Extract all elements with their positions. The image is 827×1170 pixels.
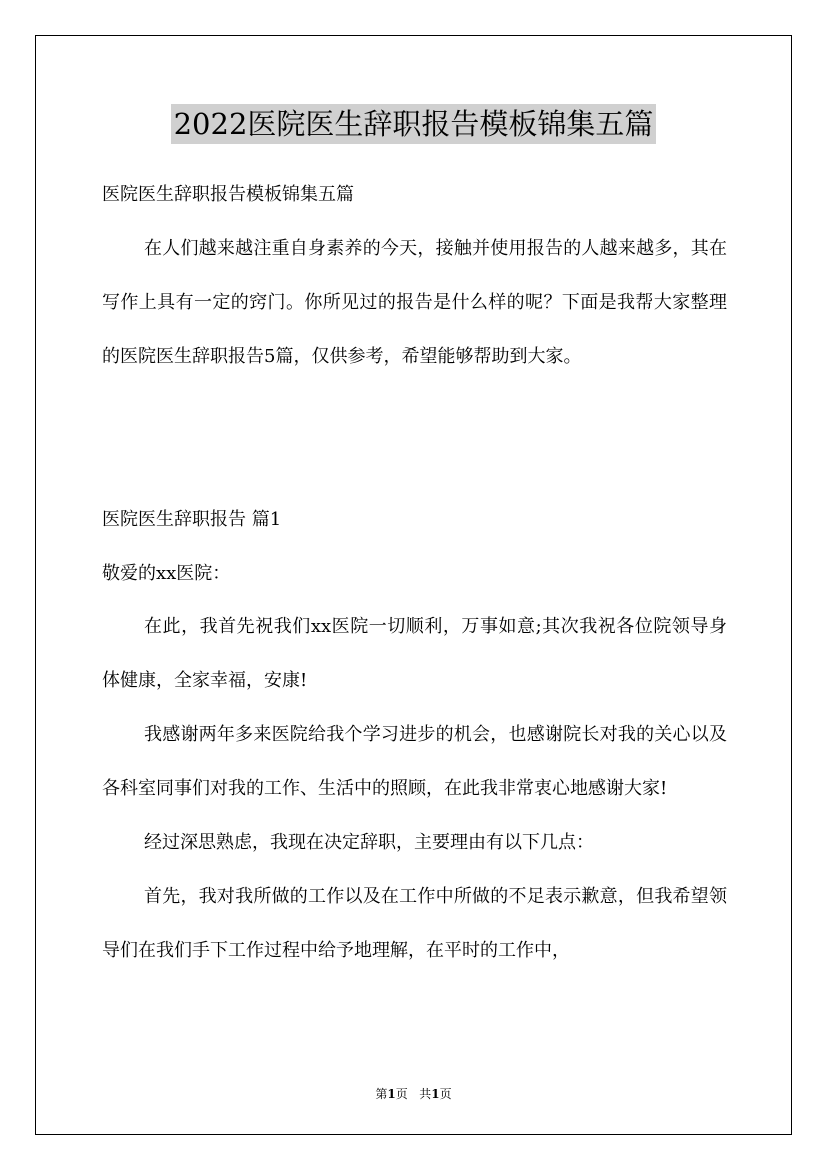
footer-page-suffix: 页 (395, 1087, 408, 1101)
footer-page-number: 1 (387, 1087, 396, 1101)
salutation-block (102, 562, 727, 586)
salutation: 敬爱的xx医院： (102, 563, 231, 584)
body-block (102, 600, 727, 978)
subtitle-block (102, 183, 727, 207)
footer-total-number: 1 (431, 1087, 440, 1101)
intro-block (102, 222, 727, 384)
footer-total-suffix: 页 (439, 1087, 452, 1101)
document-subtitle: 医院医生辞职报告模板锦集五篇 (102, 184, 354, 205)
body-paragraph-4: 首先，我对我所做的工作以及在工作中所做的不足表示歉意，但我希望领导们在我们手下工作过程中给予地理解，在平时的工作中， (102, 886, 727, 961)
title-container (0, 104, 827, 144)
footer-total-prefix: 共 (419, 1087, 432, 1101)
intro-paragraph: 在人们越来越注重自身素养的今天，接触并使用报告的人越来越多，其在写作上具有一定的窍门。你所见过的报告是什么样的呢？下面是我帮大家整理的医院医生辞职报告5篇，仅供参考，希望能够帮助到大家。 (102, 238, 727, 367)
section-heading-block (102, 508, 727, 532)
body-paragraph-2: 我感谢两年多来医院给我个学习进步的机会，也感谢院长对我的关心以及各科室同事们对我的工作、生活中的照顾，在此我非常衷心地感谢大家! (102, 724, 727, 799)
body-paragraph-1: 在此，我首先祝我们xx医院一切顺利，万事如意;其次我祝各位院领导身体健康，全家幸福，安康! (102, 616, 727, 691)
document-title: 2022医院医生辞职报告模板锦集五篇 (171, 104, 657, 144)
page-footer (0, 1085, 827, 1102)
footer-page-prefix: 第 (375, 1087, 388, 1101)
body-paragraph-3: 经过深思熟虑，我现在决定辞职，主要理由有以下几点： (144, 832, 594, 853)
section-heading: 医院医生辞职报告 篇1 (102, 509, 282, 530)
